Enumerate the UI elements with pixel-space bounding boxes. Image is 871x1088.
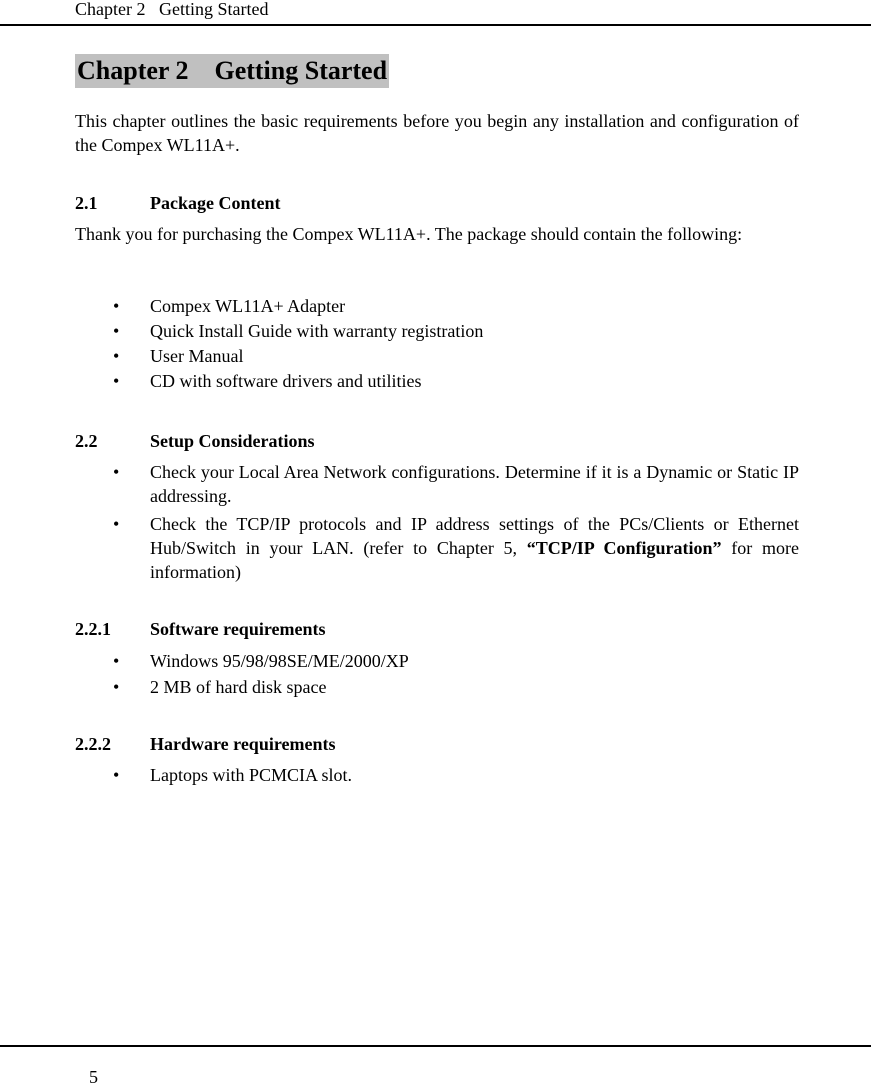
bullet-icon: • (113, 651, 120, 671)
section-title: Software requirements (150, 619, 326, 639)
section-number: 2.1 (75, 193, 98, 213)
package-paragraph: Thank you for purchasing the Compex WL11A+. The package should contain the following: (75, 224, 743, 244)
chapter-reference: “TCP/IP Configuration” (526, 538, 722, 558)
bullet-icon: • (113, 514, 120, 534)
chapter-title: Chapter 2 Getting Started (75, 54, 389, 88)
page-number: 5 (89, 1067, 98, 1087)
hardware-requirements-list (75, 763, 799, 788)
running-header: Chapter 2 Getting Started (75, 0, 269, 19)
bullet-icon: • (113, 296, 120, 316)
bullet-icon: • (113, 346, 120, 366)
footer-rule (0, 1045, 871, 1047)
bullet-icon: • (113, 462, 120, 482)
bullet-icon: • (113, 371, 120, 391)
software-requirements-list (75, 648, 799, 700)
section-title: Setup Considerations (150, 431, 315, 451)
list-item: • Quick Install Guide with warranty registration (75, 319, 799, 344)
list-item: • 2 MB of hard disk space (75, 674, 799, 700)
list-item: • Windows 95/98/98SE/ME/2000/XP (75, 648, 799, 674)
package-content-list (75, 294, 799, 394)
list-item: • CD with software drivers and utilities (75, 369, 799, 394)
bullet-icon: • (113, 765, 120, 785)
header-rule (0, 24, 871, 26)
section-heading-hardware-requirements (75, 732, 335, 756)
section-number: 2.2.1 (75, 619, 111, 639)
section-number: 2.2 (75, 431, 98, 451)
bullet-icon: • (113, 677, 120, 697)
list-item: • User Manual (75, 344, 799, 369)
list-item: • Compex WL11A+ Adapter (75, 294, 799, 319)
intro-paragraph: This chapter outlines the basic requirements before you begin any installation and configuration of the Compex WL11A+. (75, 111, 799, 155)
section-heading-setup-considerations (75, 429, 315, 453)
section-title: Package Content (150, 193, 281, 213)
list-item: • Check your Local Area Network configurations. Determine if it is a Dynamic or Static IP addressing. (113, 462, 799, 506)
section-heading-package-content (75, 191, 280, 215)
list-item: • Laptops with PCMCIA slot. (75, 763, 799, 788)
section-heading-software-requirements (75, 617, 325, 641)
bullet-icon: • (113, 321, 120, 341)
section-title: Hardware requirements (150, 734, 336, 754)
setup-considerations-list (75, 460, 799, 584)
section-number: 2.2.2 (75, 734, 111, 754)
list-item: • Check the TCP/IP protocols and IP address settings of the PCs/Clients or Ethernet Hub/Switch in your LAN. (refer to Chapter 5, “TCP/IP Configuration” for more information) (113, 514, 799, 582)
